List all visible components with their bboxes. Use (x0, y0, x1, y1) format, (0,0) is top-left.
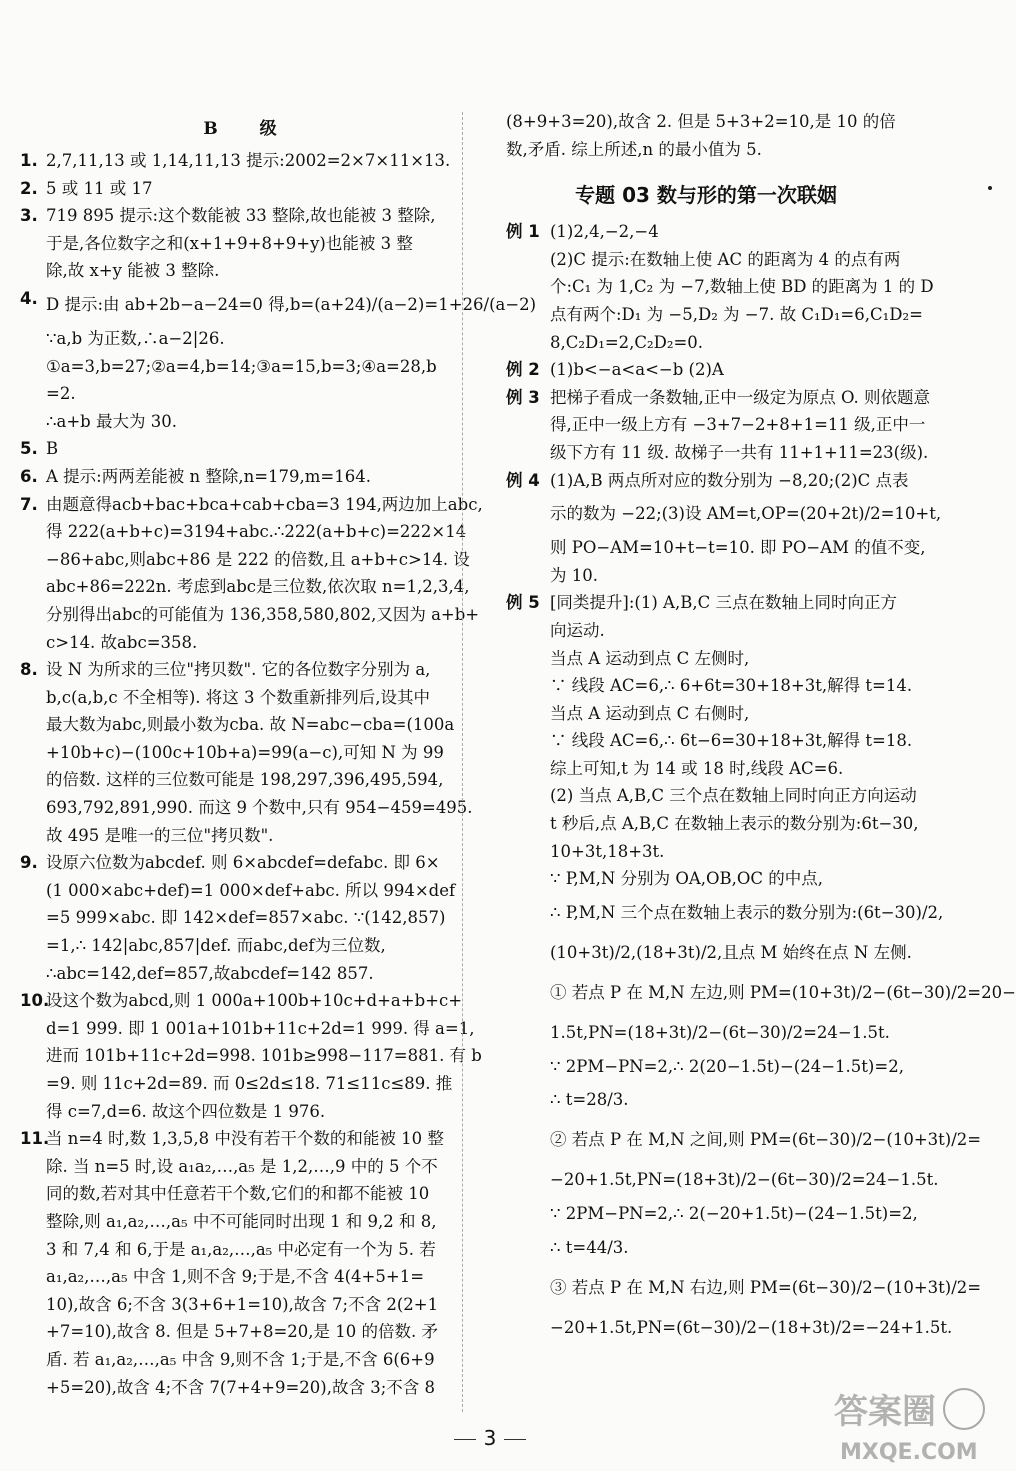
answer-item-body (46, 1125, 448, 1401)
text-line: 得 222(a+b+c)=3194+abc.∴222(a+b+c)=222×14 (46, 522, 467, 542)
example-item-number: 例 2 (506, 360, 540, 380)
text-line: 分别得出abc的可能值为 136,358,580,802,又因为 a+b+ (46, 604, 480, 624)
text-line: D 提示:由 ab+2b−a−24=0 得,b=(a+24)/(a−2)=1+26/(a−2) (46, 294, 537, 314)
watermark-logo (830, 1379, 990, 1467)
answer-item-6 (20, 463, 448, 491)
text-line: ∴a+b 最大为 30. (46, 411, 177, 431)
text-line: abc+86=222n. 考虑到abc是三位数,依次取 n=1,2,3,4, (46, 577, 470, 597)
text-line: 2,7,11,13 或 1,14,11,13 提示:2002=2×7×11×13. (46, 151, 451, 170)
text-line: ∵ 2PM−PN=2,∴ 2(−20+1.5t)−(24−1.5t)=2, (550, 1204, 918, 1224)
text-line: 当点 A 运动到点 C 左侧时, (550, 648, 750, 668)
text-line: ② 若点 P 在 M,N 之间,则 PM=(6t−30)/2−(10+3t)/2= (550, 1130, 982, 1150)
answer-item-body (46, 463, 448, 491)
text-line: 当点 A 运动到点 C 右侧时, (550, 703, 750, 723)
text-line: 当 n=4 时,数 1,3,5,8 中没有若干个数的和能被 10 整 (46, 1129, 444, 1149)
text-line: 向运动. (550, 620, 605, 640)
text-line: +5=20),故含 4;不含 7(7+4+9=20),故含 3;不含 8 (46, 1377, 435, 1397)
text-line: (2)C 提示:在数轴上使 AC 的距离为 4 的点有两 (550, 249, 901, 269)
text-line: 于是,各位数字之和(x+1+9+8+9+y)也能被 3 整 (46, 233, 413, 253)
text-line: =2. (46, 384, 76, 404)
text-line: (8+9+3=20),故含 2. 但是 5+3+2=10,是 10 的倍 (506, 112, 896, 131)
text-line: ∵ P,M,N 分别为 OA,OB,OC 的中点, (550, 869, 824, 889)
text-line: =5 999×abc. 即 142×def=857×abc. ∵(142,857) (46, 908, 446, 928)
text-line: B (46, 439, 59, 459)
example-item-body (550, 467, 942, 590)
text-line: A 提示:两两差能被 n 整除,n=179,m=164. (46, 466, 371, 486)
text-line: −20+1.5t,PN=(6t−30)/2−(18+3t)/2=−24+1.5t. (550, 1318, 953, 1338)
answer-item-number: 2. (20, 178, 38, 198)
answer-item-body (46, 202, 448, 285)
example-item-body (550, 218, 934, 356)
text-line: 则 PO−AM=10+t−t=10. 即 PO−AM 的值不变, (550, 538, 926, 558)
answer-item-body (46, 175, 448, 203)
answer-item-number: 10. (20, 991, 50, 1011)
text-line: b,c(a,b,c 不全相等). 将这 3 个数重新排列后,设其中 (46, 687, 431, 707)
answer-item-8 (20, 656, 473, 849)
answer-item-3 (20, 202, 448, 285)
text-line: (1 000×abc+def)=1 000×def+abc. 所以 994×def (46, 880, 456, 900)
text-line: 综上可知,t 为 14 或 18 时,线段 AC=6. (550, 758, 844, 778)
answer-item-number: 9. (20, 853, 38, 873)
example-item-number: 例 1 (506, 222, 540, 242)
answer-item-1 (20, 147, 451, 175)
text-line: ∵ 线段 AC=6,∴ 6+6t=30+18+3t,解得 t=14. (550, 676, 913, 696)
text-line: 得,正中一级上方有 −3+7−2+8+1=11 级,正中一 (550, 415, 926, 435)
example-item-body (550, 356, 906, 384)
text-line: (10+3t)/2,(18+3t)/2,且点 M 始终在点 N 左侧. (550, 942, 912, 962)
text-line: 的倍数. 这样的三位数可能是 198,297,396,495,594, (46, 770, 444, 790)
text-line: 10),故含 6;不含 3(3+6+1=10),故含 7;不含 2(2+1 (46, 1294, 439, 1314)
text-line: ∵ 线段 AC=6,∴ 6t−6=30+18+3t,解得 t=18. (550, 731, 913, 751)
answer-item-body (46, 491, 483, 657)
text-line: ∴abc=142,def=857,故abcdef=142 857. (46, 963, 374, 983)
text-line: ① 若点 P 在 M,N 左边,则 PM=(10+3t)/2−(6t−30)/2=20− (550, 982, 1016, 1002)
example-item-number: 例 3 (506, 387, 540, 407)
text-line: ∴ t=44/3. (550, 1238, 629, 1258)
text-line: (1)b<−a<a<−b (2)A (550, 360, 724, 380)
text-line: ∴ t=28/3. (550, 1090, 629, 1110)
text-line: ①a=3,b=27;②a=4,b=14;③a=15,b=3;④a=28,b (46, 356, 437, 376)
text-line: 示的数为 −22;(3)设 AM=t,OP=(20+2t)/2=10+t, (550, 504, 942, 524)
text-line: (1)A,B 两点所对应的数分别为 −8,20;(2)C 点表 (550, 470, 909, 490)
text-line: ∴ P,M,N 三个点在数轴上表示的数分别为:(6t−30)/2, (550, 902, 944, 922)
answer-item-11 (20, 1125, 448, 1401)
answer-item-body (46, 987, 482, 1125)
text-line: 把梯子看成一条数轴,正中一级定为原点 O. 则依题意 (550, 387, 931, 407)
text-line: [同类提升]:(1) A,B,C 三点在数轴上同时向正方 (550, 593, 897, 613)
scan-speck (988, 186, 992, 190)
text-line: 整除,则 a₁,a₂,…,a₅ 中不可能同时出现 1 和 9,2 和 8, (46, 1211, 437, 1231)
text-line: ∵a,b 为正数,∴a−2|26. (46, 328, 225, 348)
text-line: 点有两个:D₁ 为 −5,D₂ 为 −7. 故 C₁D₁=6,C₁D₂= (550, 304, 923, 324)
watermark-url: MXQE.COM (840, 1440, 978, 1465)
section-heading-b-level: B 级 (203, 119, 295, 139)
example-item-2 (506, 356, 906, 384)
text-line: 最大数为abc,则最小数为cba. 故 N=abc−cba=(100a (46, 715, 455, 735)
text-line: 8,C₂D₁=2,C₂D₂=0. (550, 332, 704, 352)
example-item-3 (506, 384, 931, 467)
text-line: =9. 则 11c+2d=89. 而 0≤2d≤18. 71≤11c≤89. 推 (46, 1074, 453, 1093)
right-column (506, 108, 1016, 1348)
text-line: −86+abc,则abc+86 是 222 的倍数,且 a+b+c>14. 设 (46, 549, 470, 569)
text-line: c>14. 故abc=358. (46, 632, 198, 652)
column-divider (462, 112, 463, 1412)
answer-item-10 (20, 987, 482, 1125)
answer-item-body (46, 147, 451, 175)
text-line: 同的数,若对其中任意若干个数,它们的和都不能被 10 (46, 1184, 430, 1204)
text-line: ∵ 2PM−PN=2,∴ 2(20−1.5t)−(24−1.5t)=2, (550, 1056, 904, 1076)
watermark-text: 答案圈 (834, 1392, 936, 1432)
text-line: 除,故 x+y 能被 3 整除. (46, 261, 220, 281)
text-line: −20+1.5t,PN=(18+3t)/2−(6t−30)/2=24−1.5t. (550, 1170, 939, 1190)
answer-item-body (46, 656, 473, 849)
answer-item-number: 7. (20, 494, 38, 514)
answer-item-2 (20, 175, 448, 203)
answer-item-number: 5. (20, 439, 38, 459)
answer-item-number: 1. (20, 151, 38, 170)
answer-item-5 (20, 435, 448, 463)
text-line: 得 c=7,d=6. 故这个四位数是 1 976. (46, 1101, 326, 1121)
answer-item-number: 3. (20, 206, 38, 226)
text-line: 5 或 11 或 17 (46, 178, 153, 198)
topic-heading: 专题 03 数与形的第一次联姻 (575, 183, 837, 208)
continued-answer (506, 108, 906, 163)
text-line: 设原六位数为abcdef. 则 6×abcdef=defabc. 即 6× (46, 853, 440, 873)
text-line: 盾. 若 a₁,a₂,…,a₅ 中含 9,则不含 1;于是,不含 6(6+9 (46, 1349, 435, 1369)
text-line: +10b+c)−(100c+10b+a)=99(a−c),可知 N 为 99 (46, 742, 444, 762)
page-dash-right (504, 1439, 526, 1440)
answer-item-number: 6. (20, 466, 38, 486)
example-item-4 (506, 467, 942, 590)
page-number (440, 1426, 540, 1450)
answer-item-body (46, 849, 456, 987)
text-line: (1)2,4,−2,−4 (550, 222, 659, 242)
text-line: 1.5t,PN=(18+3t)/2−(6t−30)/2=24−1.5t. (550, 1022, 890, 1042)
page-number-text: 3 (483, 1426, 497, 1450)
example-item-5 (506, 589, 1016, 1348)
text-line: 进而 101b+11c+2d=998. 101b≥998−117=881. 有 b (46, 1046, 482, 1066)
answer-item-7 (20, 491, 483, 657)
text-line: 级下方有 11 级. 故梯子一共有 11+1+11=23(级). (550, 442, 929, 462)
text-line: +7=10),故含 8. 但是 5+7+8=20,是 10 的倍数. 矛 (46, 1322, 438, 1342)
answer-item-number: 11. (20, 1129, 50, 1149)
example-item-number: 例 4 (506, 470, 540, 490)
text-line: d=1 999. 即 1 001a+101b+11c+2d=1 999. 得 a=1, (46, 1018, 475, 1038)
text-line: 3 和 7,4 和 6,于是 a₁,a₂,…,a₅ 中必定有一个为 5. 若 (46, 1239, 436, 1259)
example-item-1 (506, 218, 934, 356)
answer-item-body (46, 435, 448, 463)
example-item-number: 例 5 (506, 593, 540, 613)
text-line: 故 495 是唯一的三位"拷贝数". (46, 825, 274, 845)
example-list (506, 218, 1016, 1348)
text-line: 由题意得acb+bac+bca+cab+cba=3 194,两边加上abc, (46, 494, 483, 514)
text-line: 设 N 为所求的三位"拷贝数". 它的各位数字分别为 a, (46, 660, 431, 680)
text-line: 除. 当 n=5 时,设 a₁a₂,…,a₅ 是 1,2,…,9 中的 5 个不 (46, 1156, 438, 1176)
text-line: 719 895 提示:这个数能被 33 整除,故也能被 3 整除, (46, 206, 436, 226)
text-line: ③ 若点 P 在 M,N 右边,则 PM=(6t−30)/2−(10+3t)/2= (550, 1278, 982, 1298)
example-item-body (550, 589, 1016, 1348)
text-line: 为 10. (550, 565, 598, 585)
text-line: 数,矛盾. 综上所述,n 的最小值为 5. (506, 139, 762, 159)
text-line: 个:C₁ 为 1,C₂ 为 −7,数轴上使 BD 的距离为 1 的 D (550, 277, 934, 297)
text-line: =1,∴ 142|abc,857|def. 而abc,def为三位数, (46, 936, 386, 956)
text-line: 设这个数为abcd,则 1 000a+100b+10c+d+a+b+c+ (46, 991, 463, 1011)
text-line: (2) 当点 A,B,C 三个点在数轴上同时向正方向运动 (550, 786, 917, 806)
answer-item-number: 4. (20, 288, 38, 308)
example-item-body (550, 384, 931, 467)
text-line: 10+3t,18+3t. (550, 841, 665, 861)
text-line: a₁,a₂,…,a₅ 中含 1,则不含 9;于是,不含 4(4+5+1= (46, 1267, 425, 1287)
page-dash-left (454, 1439, 476, 1440)
answer-item-9 (20, 849, 456, 987)
text-line: 693,792,891,990. 而这 9 个数中,只有 954−459=495. (46, 798, 473, 818)
answer-item-number: 8. (20, 660, 38, 680)
text-line: t 秒后,点 A,B,C 在数轴上表示的数分别为:6t−30, (550, 814, 919, 834)
